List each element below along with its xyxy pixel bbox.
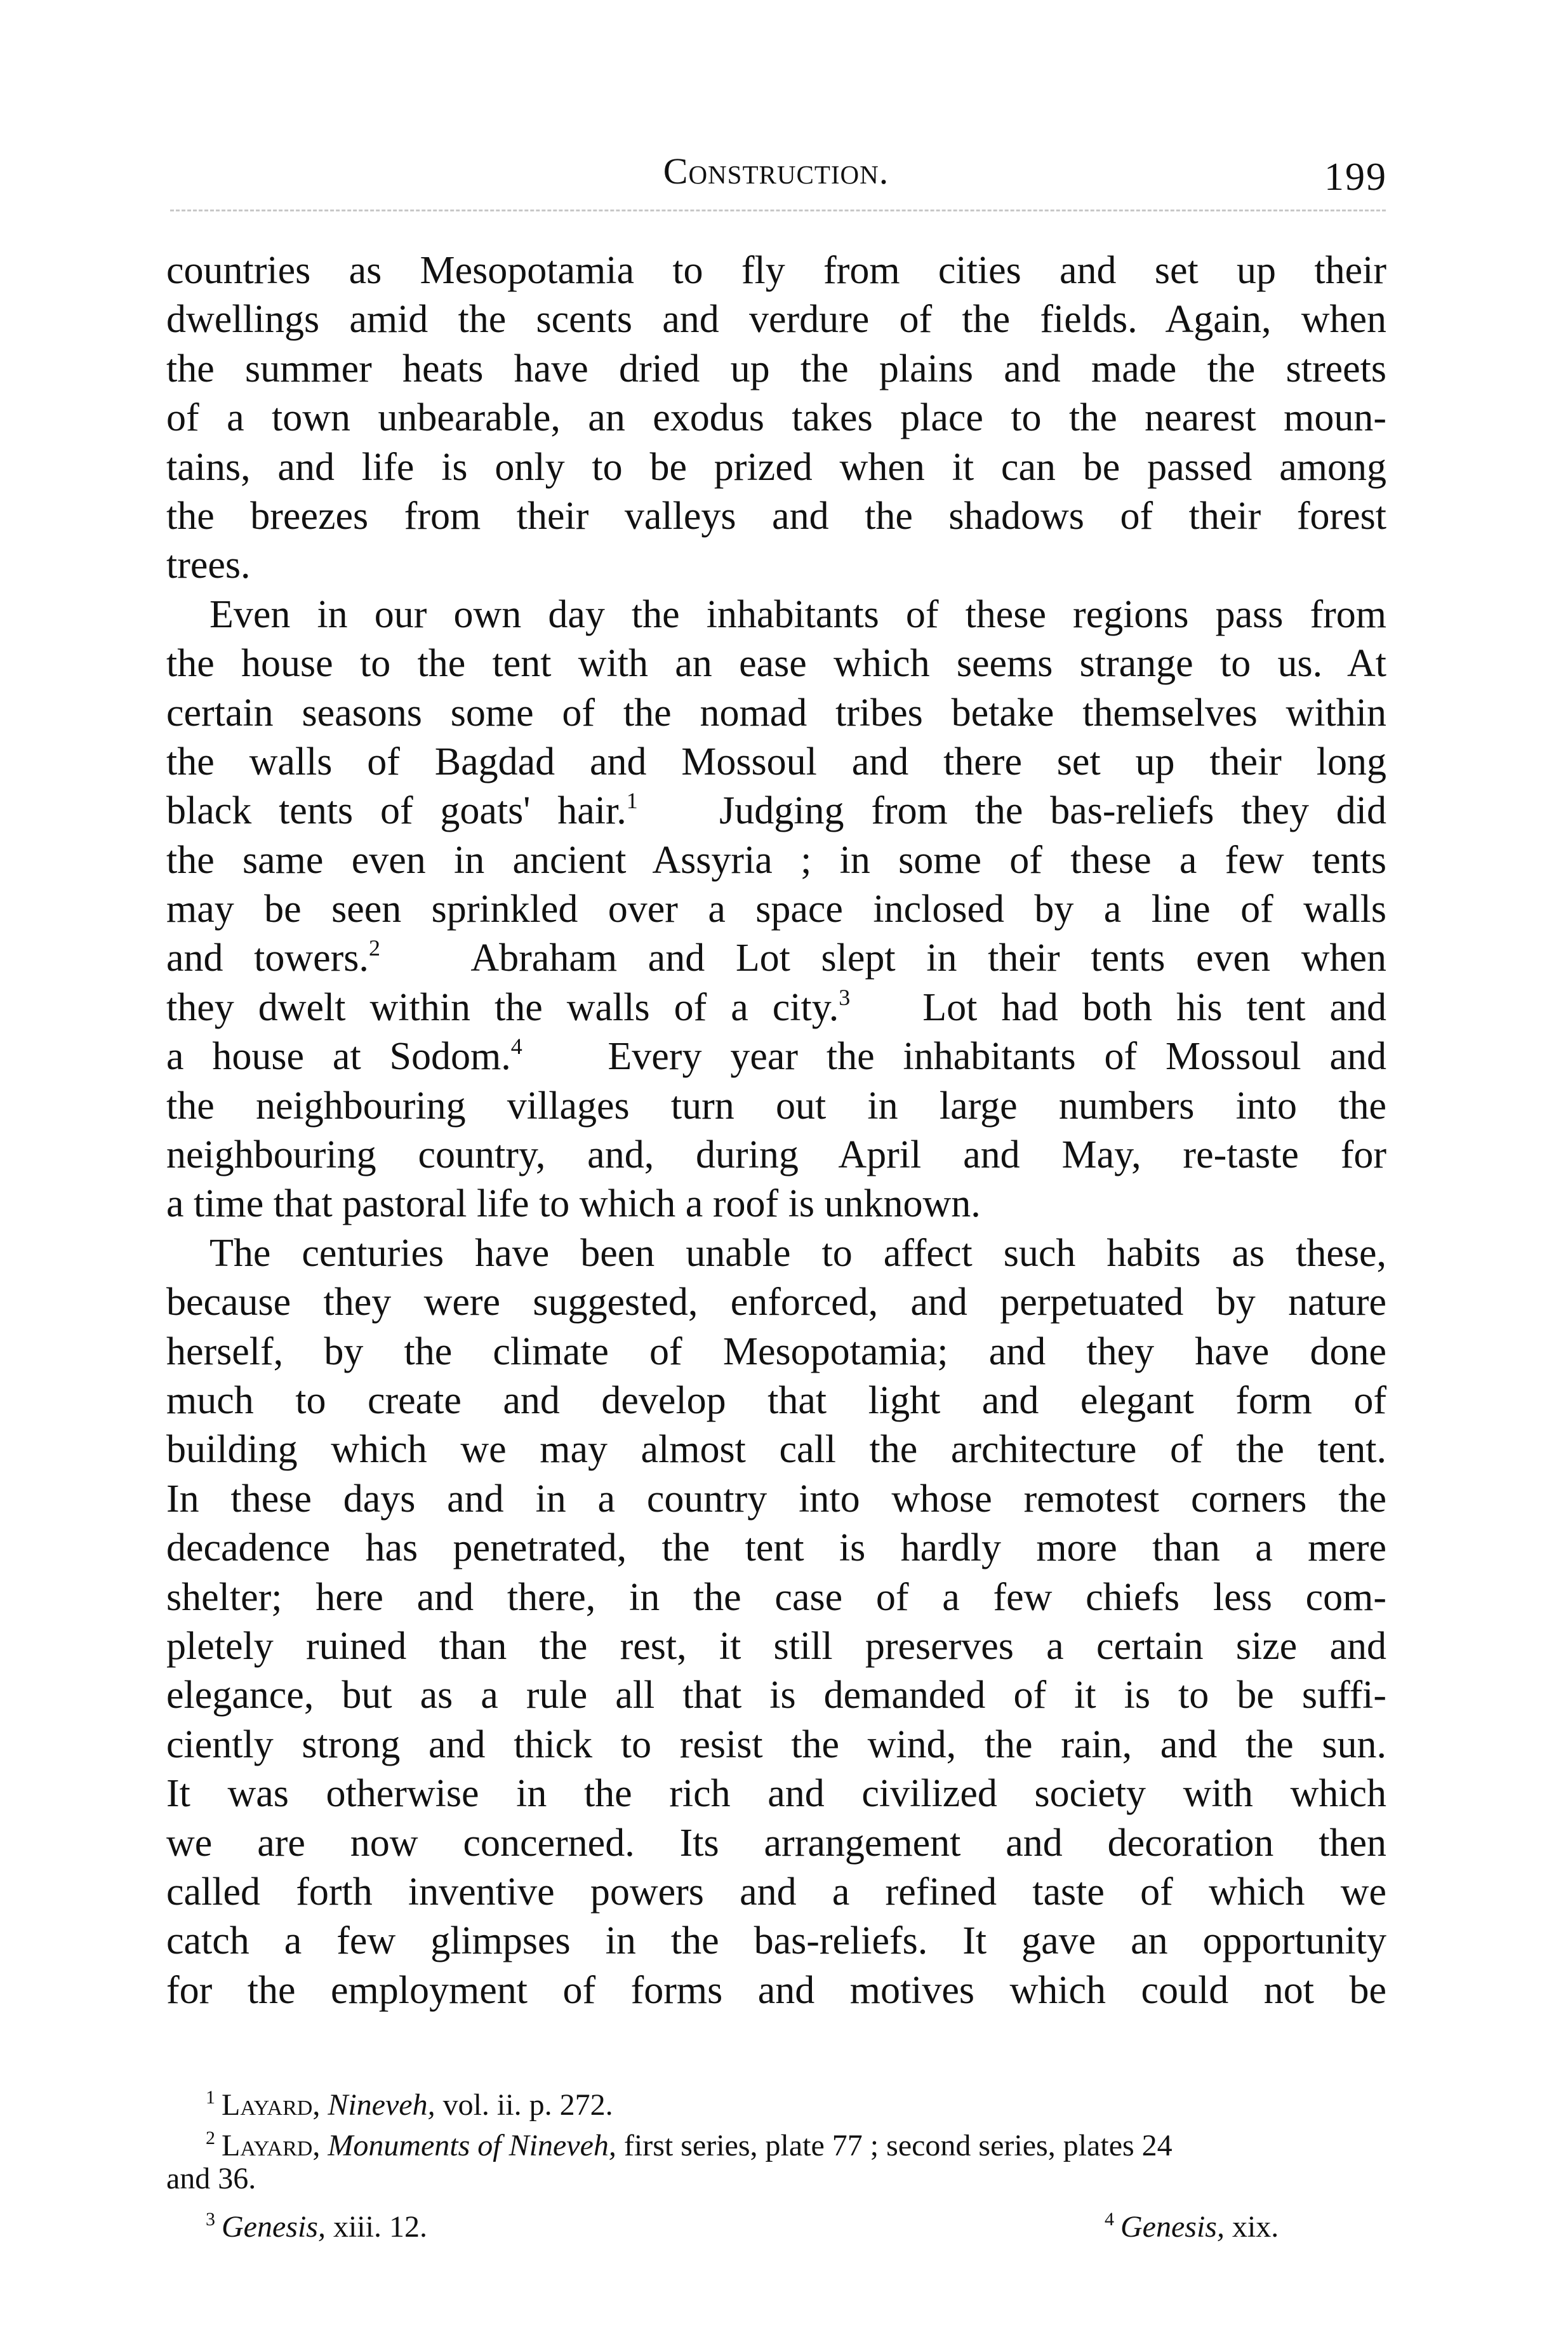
footnote-author: Layard, <box>222 2129 321 2162</box>
text-line: much to create and develop that light and elegant form of <box>166 1378 1386 1422</box>
text-line: the walls of Bagdad and Mossoul and there set up their long <box>166 740 1386 783</box>
footnote-rest: first series, plate 77 ; second series, plates 24 <box>623 2129 1173 2162</box>
footnote-title: Genesis, <box>222 2210 326 2244</box>
text-line: neighbouring country, and, during April and May, re-taste for <box>166 1133 1386 1177</box>
paragraph-start-line: Even in our own day the inhabitants of these regions pass from <box>209 592 1386 636</box>
footnote-title: Monuments of Nineveh, <box>328 2129 616 2162</box>
running-title: Construction. <box>663 150 889 192</box>
text-line: for the employment of forms and motives which could not be <box>166 1968 1386 2012</box>
text-line: shelter; here and there, in the case of a few chiefs less com- <box>166 1575 1386 1619</box>
text-line: building which we may almost call the architecture of the tent. <box>166 1428 1386 1472</box>
paragraph-start-line: The centuries have been unable to affect such habits as these, <box>209 1231 1386 1275</box>
text-line: called forth inventive powers and a refined taste of which we <box>166 1870 1386 1914</box>
text-line: tains, and life is only to be prized when it can be passed among <box>166 445 1386 489</box>
text-line: may be seen sprinkled over a space inclosed by a line of walls <box>166 888 1386 931</box>
footnote-ref-1[interactable]: 1 <box>626 788 638 814</box>
text-line: the summer heats have dried up the plains and made the streets <box>166 347 1386 390</box>
footnote-rest: vol. ii. p. 272. <box>442 2088 613 2122</box>
text-line: trees. <box>166 543 251 587</box>
text-line <box>166 934 1386 983</box>
text-segment: Abraham and Lot slept in their tents even when <box>470 936 1386 980</box>
text-line: certain seasons some of the nomad tribes betake themselves within <box>166 691 1386 735</box>
footnote-ref-4[interactable]: 4 <box>510 1034 522 1060</box>
text-line: countries as Mesopotamia to fly from cities and set up their <box>166 249 1386 292</box>
footnote-title: Nineveh, <box>328 2088 435 2122</box>
text-line: herself, by the climate of Mesopotamia; and they have done <box>166 1329 1386 1373</box>
text-line: of a town unbearable, an exodus takes place to the nearest moun- <box>166 396 1386 440</box>
text-line: It was otherwise in the rich and civilized society with which <box>166 1772 1386 1816</box>
text-line: ciently strong and thick to resist the wind, the rain, and the sun. <box>166 1722 1386 1766</box>
text-segment: Every year the inhabitants of Mossoul and <box>608 1035 1386 1079</box>
footnote-ref-3[interactable]: 3 <box>839 984 851 1010</box>
footnote-ref-2[interactable]: 2 <box>368 935 380 961</box>
text-line: catch a few glimpses in the bas-reliefs. It gave an opportunity <box>166 1919 1386 1963</box>
footnote-mark: 4 <box>1105 2209 1114 2230</box>
footnote-mark: 3 <box>206 2209 215 2230</box>
footnote-3 <box>206 2210 427 2244</box>
footnote-rest: xiii. 12. <box>333 2210 427 2244</box>
text-line <box>166 983 1386 1032</box>
footnote-rest: xix. <box>1232 2210 1279 2244</box>
text-segment: black tents of goats' hair. <box>166 789 627 833</box>
footnote-title: Genesis, <box>1120 2210 1225 2244</box>
text-segment: they dwelt within the walls of a city. <box>166 985 839 1029</box>
text-line: elegance, but as a rule all that is demanded of it is to be suffi- <box>166 1674 1386 1717</box>
text-segment: Judging from the bas-reliefs they did <box>719 789 1386 833</box>
footnote-4 <box>1105 2199 1279 2247</box>
header-rule <box>170 210 1386 211</box>
body-text <box>166 246 1386 2015</box>
text-line: the house to the tent with an ease which seems strange to us. At <box>166 642 1386 686</box>
text-line: we are now concerned. Its arrangement and decoration then <box>166 1821 1386 1865</box>
text-line: a time that pastoral life to which a roof is unknown. <box>166 1182 981 1226</box>
text-line: decadence has penetrated, the tent is hardly more than a mere <box>166 1526 1386 1570</box>
footnote-1 <box>166 2077 1386 2122</box>
running-head <box>165 141 1387 204</box>
text-line <box>166 1032 1386 1081</box>
text-line: pletely ruined than the rest, it still preserves a certain size and <box>166 1624 1386 1668</box>
text-line: the breezes from their valleys and the shadows of their forest <box>166 494 1386 538</box>
footnote-2 <box>166 2118 1386 2162</box>
text-segment: a house at Sodom. <box>166 1035 511 1079</box>
text-line: dwellings amid the scents and verdure of the fields. Again, when <box>166 298 1386 342</box>
footnote-mark: 2 <box>206 2128 215 2148</box>
footnote-3-4-row <box>166 2199 1386 2244</box>
page-number: 199 <box>1324 156 1387 199</box>
text-segment: and towers. <box>166 936 369 980</box>
text-line: the same even in ancient Assyria ; in some of these a few tents <box>166 838 1386 882</box>
footnotes <box>166 2077 1386 2244</box>
footnote-2-continuation: and 36. <box>166 2162 256 2195</box>
footnote-author: Layard, <box>222 2088 321 2122</box>
text-line: because they were suggested, enforced, and perpetuated by nature <box>166 1281 1386 1324</box>
text-line: the neighbouring villages turn out in large numbers into the <box>166 1084 1386 1128</box>
text-line: In these days and in a country into whose remotest corners the <box>166 1477 1386 1521</box>
footnote-mark: 1 <box>206 2087 215 2108</box>
text-segment: Lot had both his tent and <box>922 985 1386 1029</box>
text-line <box>166 787 1386 836</box>
